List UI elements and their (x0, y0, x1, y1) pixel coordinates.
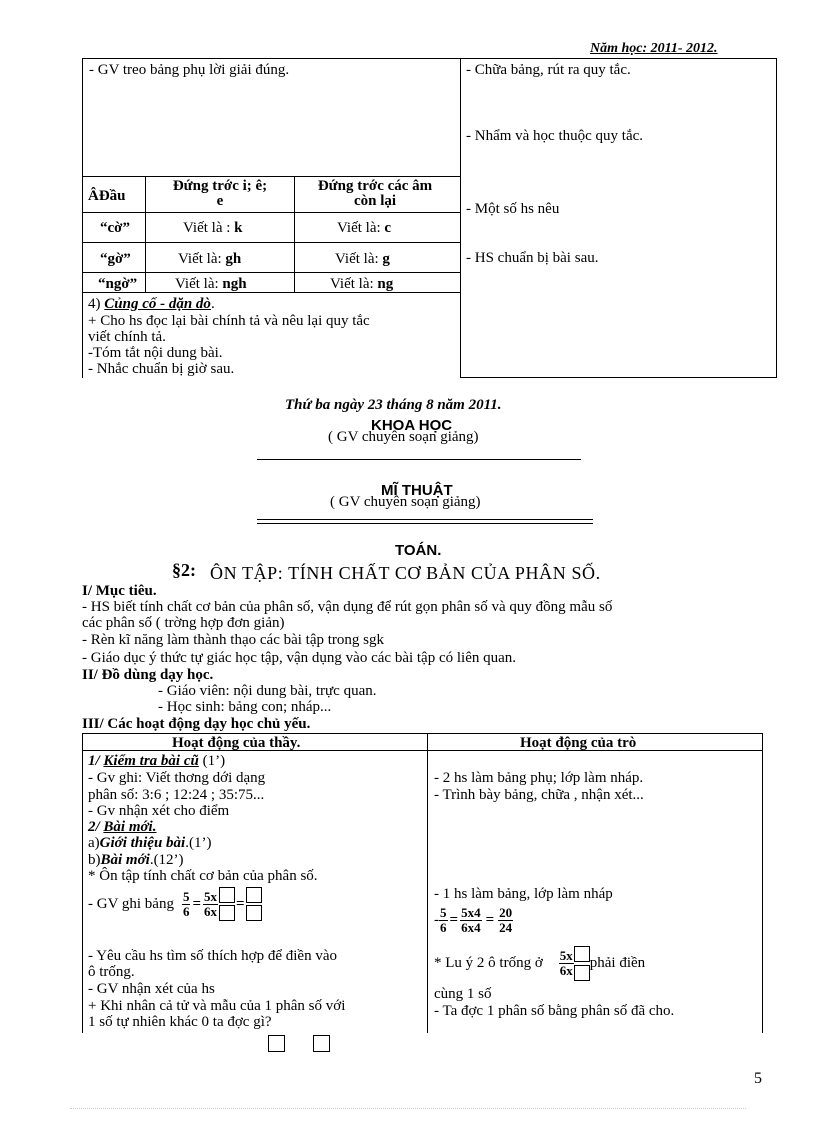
lesson-title: Bài mới (100, 852, 150, 868)
row-go-sound: “gờ” (100, 251, 131, 267)
note-suffix: phải điền (589, 955, 646, 971)
activities-heading: III/ Các hoạt động dạy học chủ yếu. (82, 716, 311, 732)
subject-note-art: ( GV chuyên soạn giảng) (330, 494, 481, 510)
write-as-label: Viết là: (178, 251, 226, 267)
letter-c: c (384, 220, 392, 236)
row-co-before-i-e (183, 220, 243, 236)
row-go-before-i-e (178, 251, 241, 267)
fraction-5x-6x: $\frac{5x}{6x}$ (559, 947, 573, 978)
materials-teacher: - Giáo viên: nội dung bài, trực quan. (158, 683, 377, 699)
fraction-5-6: $\frac{5}{6}$ (440, 904, 447, 935)
teacher-hangs-board: - GV treo bảng phụ lời giải đúng. (89, 62, 290, 78)
student-line: - Trình bày bảng, chữa , nhận xét... (434, 787, 644, 803)
student-line: - 1 hs làm bảng, lớp làm nháp (434, 886, 613, 902)
write-as-label: Viết là: (175, 276, 223, 292)
check-title: Kiểm tra bài cũ (103, 753, 199, 769)
consolidation-heading: 4) Củng cố - dặn dò. (88, 296, 215, 312)
row-co-sound: “cờ” (100, 220, 130, 236)
write-as-label: Viết là: (335, 251, 383, 267)
ask-line: + Khi nhân cả tử và mẫu của 1 phân số với (88, 998, 346, 1014)
student-activity: - Một số hs nêu (466, 201, 560, 217)
note-prefix: * Lu ý 2 ô trống ở (434, 955, 543, 971)
letter-ngh: ngh (222, 276, 247, 292)
student-line: - 2 hs làm bảng phụ; lớp làm nháp. (434, 770, 644, 786)
note-line (434, 944, 645, 982)
col-header-before-other: Đứng trớc các âm còn lại (317, 178, 433, 209)
lesson-time: .(12’) (149, 852, 184, 868)
divider (257, 459, 581, 460)
ask-line: ô trống. (88, 964, 135, 980)
ask-line: 1 số tự nhiên khác 0 ta đợc gì? (88, 1014, 272, 1030)
intro-line: a)Giới thiệu bài.(1’) (88, 835, 212, 851)
letter-ng: ng (377, 276, 394, 292)
intro-title: Giới thiệu bài (99, 835, 186, 851)
objective-line: - Rèn kĩ năng làm thành thạo các bài tập trong sgk (82, 632, 384, 648)
student-activity: - Chữa bảng, rút ra quy tắc. (466, 62, 631, 78)
new-lesson-title: Bài mới. (103, 819, 157, 835)
subject-title-science: KHOA HỌC (371, 417, 453, 434)
blank-box (246, 905, 262, 921)
materials-student: - Học sinh: bảng con; nháp... (158, 699, 332, 715)
check-heading: 1/ Kiểm tra bài cũ (1’) (88, 753, 226, 769)
check-line: phân số: 3:6 ; 12:24 ; 35:75... (88, 787, 265, 803)
student-activity: - Nhẩm và học thuộc quy tắc. (466, 128, 644, 144)
review-line: * Ôn tập tính chất cơ bản của phân số. (88, 868, 318, 884)
note-line: - Ta đợc 1 phân số bằng phân số đã cho. (434, 1003, 675, 1019)
subject-title-art: MĨ THUẬT (381, 482, 453, 499)
ask-line: - GV nhận xét của hs (88, 981, 215, 997)
intro-time: .(1’) (185, 835, 212, 851)
objectives-heading: I/ Mục tiêu. (82, 583, 157, 599)
double-divider (257, 523, 593, 524)
blank-box (246, 887, 262, 903)
blank-box (574, 946, 590, 962)
col-header-initial: ÂĐầu (88, 188, 126, 204)
lesson-line: b)Bài mới.(12’) (88, 852, 184, 868)
row-ngo-sound: “ngờ” (98, 276, 138, 292)
letter-g: g (382, 251, 390, 267)
blank-box (219, 905, 235, 921)
row-ngo-before-i-e (175, 276, 247, 292)
col-teacher-activity: Hoạt động của thầy. (172, 735, 301, 751)
blank-box (574, 965, 590, 981)
write-as-label: Viết là: (337, 220, 385, 236)
write-as-label: Viết là: (330, 276, 378, 292)
write-as-label: Viết là : (183, 220, 235, 236)
consolidation-number: 4) (88, 296, 105, 312)
board-equation: - GV ghi bảng $\frac{5}{6}$ = $\frac{5x}{6x}$ = (88, 886, 262, 922)
check-time: (1’) (198, 753, 226, 769)
school-year-header: Năm học: 2011- 2012. (590, 41, 718, 56)
objective-line: - Giáo dục ý thức tự giác học tập, vận dụng vào các bài tập có liên quan. (82, 650, 517, 666)
fraction-5x-6x: $\frac{5x}{6x}$ (204, 888, 218, 919)
row-co-before-other (337, 220, 391, 236)
consolidation-line: + Cho hs đọc lại bài chính tả và nêu lại quy tắc (88, 313, 370, 329)
new-lesson-heading: 2/ Bài mới. (88, 819, 157, 835)
materials-heading: II/ Đồ dùng dạy học. (82, 667, 214, 683)
student-equation: - $\frac{5}{6}$ = $\frac{5x4}{6x4}$ = $\frac{20}{24}$ (434, 904, 513, 935)
section-number: §2: (172, 560, 196, 580)
blank-box (313, 1035, 330, 1052)
subject-note-science: ( GV chuyên soạn giảng) (328, 429, 479, 445)
consolidation-title: Củng cố - dặn dò (104, 296, 211, 312)
objective-line: - HS biết tính chất cơ bản của phân số, vận dụng để rút gọn phân số và quy đồng mẫu số (82, 599, 613, 615)
row-ngo-before-other (330, 276, 393, 292)
board-label: - GV ghi bảng (88, 896, 174, 912)
fraction-5x4-6x4: $\frac{5x4}{6x4}$ (461, 904, 481, 935)
row-go-before-other (335, 251, 390, 267)
math-title: TOÁN. (395, 542, 442, 559)
note-line: cùng 1 số (434, 986, 492, 1002)
page-number: 5 (754, 1070, 762, 1087)
col-student-activity: Hoạt động của trò (520, 735, 637, 751)
ask-line: - Yêu cầu hs tìm số thích hợp để điền vào (88, 948, 337, 964)
lesson-title: ÔN TẬP: TÍNH CHẤT CƠ BẢN CỦA PHÂN SỐ. (210, 563, 601, 583)
check-line: - Gv ghi: Viết thơng dới dạng (88, 770, 266, 786)
fraction-5-6: $\frac{5}{6}$ (182, 888, 190, 919)
student-activity: - HS chuẩn bị bài sau. (466, 250, 599, 266)
date-line: Thứ ba ngày 23 tháng 8 năm 2011. (285, 397, 502, 413)
letter-k: k (234, 220, 243, 236)
consolidation-line: - Nhắc chuẩn bị giờ sau. (88, 361, 235, 377)
letter-gh: gh (225, 251, 242, 267)
consolidation-line: viết chính tả. (88, 329, 166, 345)
double-divider (257, 519, 593, 520)
footer-divider (70, 1108, 746, 1109)
consolidation-line: -Tóm tắt nội dung bài. (88, 345, 223, 361)
check-line: - Gv nhận xét cho điểm (88, 803, 230, 819)
objective-line: các phân số ( trờng hợp đơn giản) (82, 615, 285, 631)
fraction-20-24: $\frac{20}{24}$ (499, 904, 513, 935)
col-header-before-i-e: Đứng trớc i; ê; e (172, 178, 268, 209)
blank-box (268, 1035, 285, 1052)
blank-box (219, 887, 235, 903)
